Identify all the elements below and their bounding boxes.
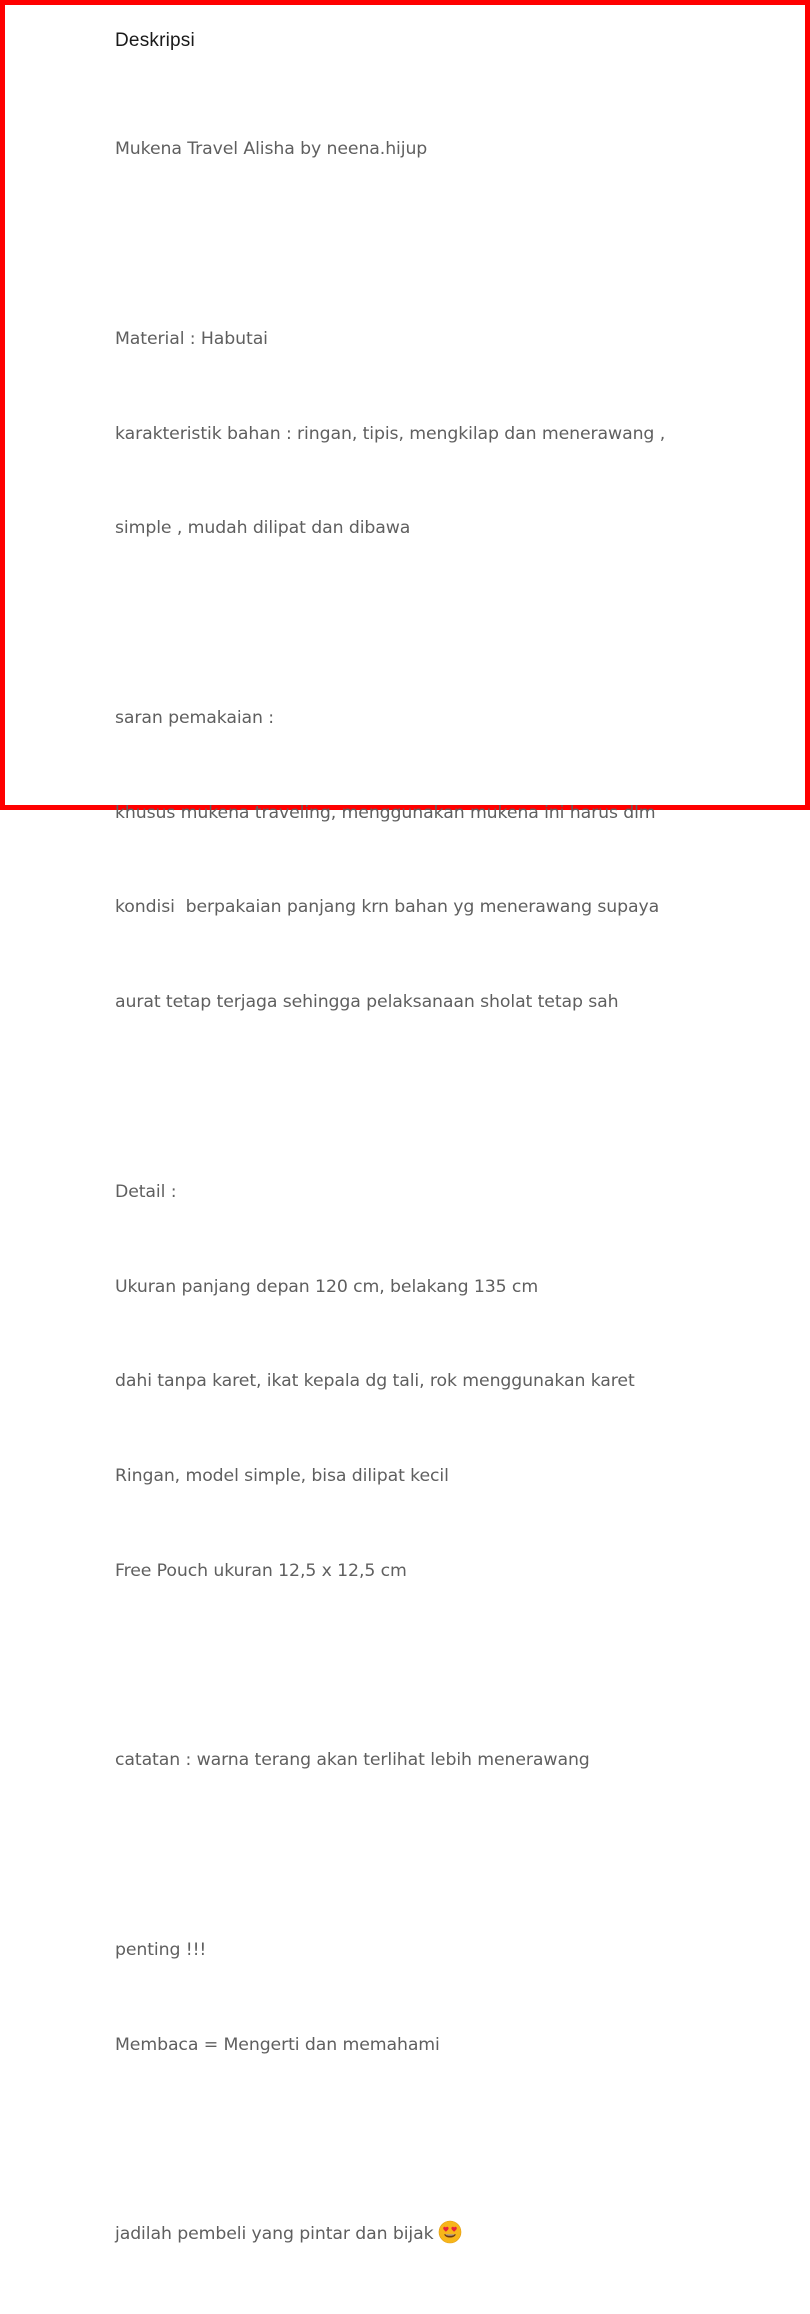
section-title: Deskripsi <box>115 30 195 51</box>
description-line: catatan : warna terang akan terlihat lebih menerawang <box>115 1750 590 1771</box>
description-line: Ukuran panjang depan 120 cm, belakang 135 cm <box>115 1276 539 1297</box>
description-body <box>115 71 775 2314</box>
description-line: karakteristik bahan : ringan, tipis, mengkilap dan menerawang , <box>115 423 666 444</box>
description-line: simple , mudah dilipat dan dibawa <box>115 518 411 539</box>
description-line: aurat tetap terjaga sehingga pelaksanaan sholat tetap sah <box>115 992 619 1013</box>
description-content <box>115 25 775 2314</box>
description-line: Ringan, model simple, bisa dilipat kecil <box>115 1466 449 1487</box>
description-line <box>115 608 775 640</box>
description-line <box>115 1651 775 1683</box>
description-line: Material : Habutai <box>115 328 268 349</box>
description-line: Mukena Travel Alisha by neena.hijup <box>115 139 428 160</box>
heart-eyes-emoji-icon <box>438 2220 462 2244</box>
description-line <box>115 2125 775 2157</box>
description-line: Membaca = Mengerti dan memahami <box>115 2034 440 2055</box>
description-line: dahi tanpa karet, ikat kepala dg tali, rok menggunakan karet <box>115 1371 635 1392</box>
description-line <box>115 229 775 261</box>
description-line: saran pemakaian : <box>115 707 275 728</box>
description-line: khusus mukena traveling, menggunakan mukena ini harus dlm <box>115 802 656 823</box>
description-line: penting !!! <box>115 1940 207 1961</box>
description-line: Free Pouch ukuran 12,5 x 12,5 cm <box>115 1560 407 1581</box>
description-line: Detail : <box>115 1181 177 1202</box>
description-line-text: jadilah pembeli yang pintar dan bijak <box>115 2224 434 2245</box>
description-line <box>115 1082 775 1114</box>
description-line: kondisi berpakaian panjang krn bahan yg menerawang supaya <box>115 897 660 918</box>
description-line-last <box>115 2219 775 2251</box>
description-line <box>115 1840 775 1872</box>
